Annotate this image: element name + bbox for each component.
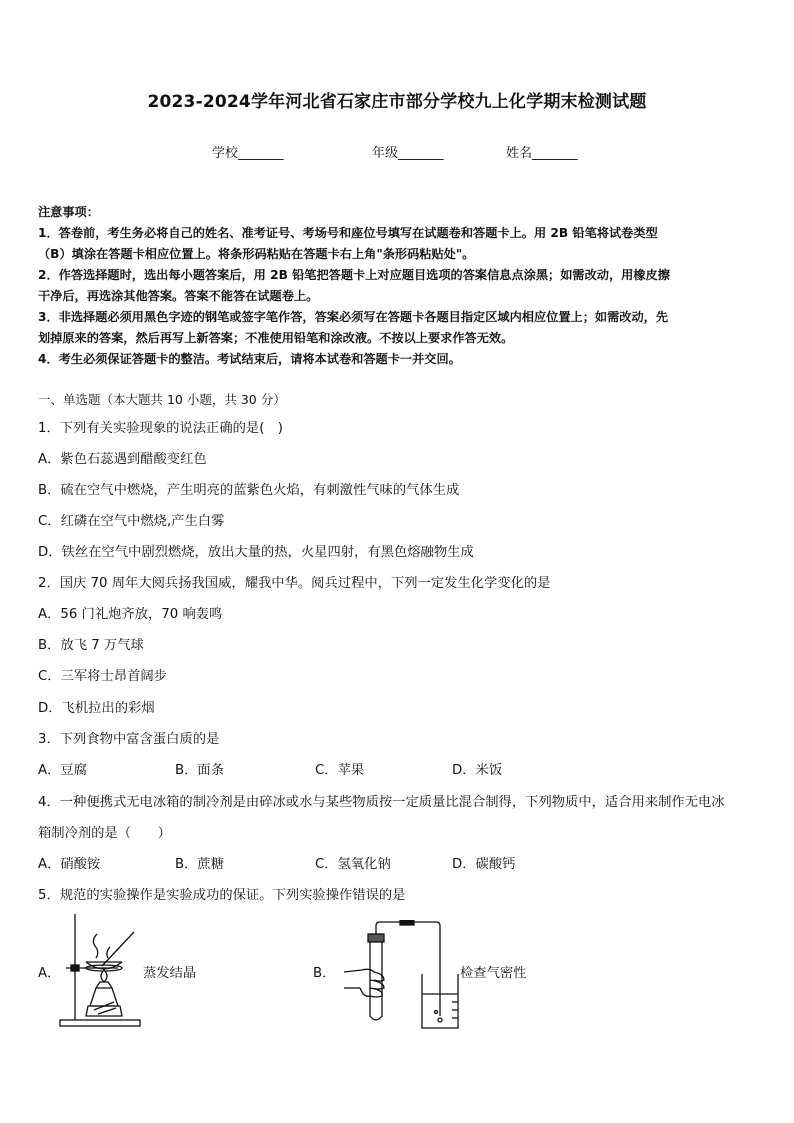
question-3-option-d: D．米饭 <box>452 763 503 778</box>
question-3-option-c: C．苹果 <box>315 763 365 778</box>
question-2-option-b: B．放飞 7 万气球 <box>38 638 144 653</box>
question-4-option-d: D．碳酸钙 <box>452 857 516 872</box>
page-title: 2023-2024学年河北省石家庄市部分学校九上化学期末检测试题 <box>147 92 647 112</box>
question-5-option-b-label: 检查气密性 <box>460 966 527 981</box>
gas-tightness-check-figure <box>340 920 464 1032</box>
question-2-stem: 2．国庆 70 周年大阅兵扬我国威，耀我中华。阅兵过程中，下列一定发生化学变化的是 <box>38 576 551 591</box>
notice-line: 3．非选择题必须用黑色字迹的钢笔或签字笔作答，答案必须写在答题卡各题目指定区域内相应位置上；如需改动，先 <box>38 310 669 324</box>
question-5-stem: 5．规范的实验操作是实验成功的保证。下列实验操作错误的是 <box>38 888 406 903</box>
question-2-option-c: C．三军将士昂首阔步 <box>38 669 167 684</box>
notice-line: 干净后，再选涂其他答案。答案不能答在试题卷上。 <box>38 289 319 303</box>
question-1-option-c: C．红磷在空气中燃烧,产生白雾 <box>38 514 225 529</box>
school-field: 学校_______ <box>212 146 284 161</box>
grade-field: 年级_______ <box>372 146 444 161</box>
question-5-option-a-letter: A． <box>38 966 61 981</box>
section-heading: 一、单选题（本大题共 10 小题，共 30 分） <box>38 392 286 407</box>
name-field: 姓名_______ <box>506 146 578 161</box>
notice-line: 划掉原来的答案，然后再写上新答案；不准使用铅笔和涂改液。不按以上要求作答无效。 <box>38 331 514 345</box>
notice-line: 2．作答选择题时，选出每小题答案后，用 2B 铅笔把答题卡上对应题目选项的答案信息点涂黑；如需改动，用橡皮擦 <box>38 268 670 282</box>
notice-heading: 注意事项： <box>38 205 99 219</box>
question-4-option-c: C．氢氧化钠 <box>315 857 391 872</box>
notice-line: （B）填涂在答题卡相应位置上。将条形码粘贴在答题卡右上角"条形码粘贴处"。 <box>38 247 475 261</box>
question-1-stem: 1．下列有关实验现象的说法正确的是( ) <box>38 421 283 436</box>
question-5-option-b-letter: B． <box>313 966 336 981</box>
question-2-option-d: D．飞机拉出的彩烟 <box>38 701 155 716</box>
question-1-option-b: B．硫在空气中燃烧，产生明亮的蓝紫色火焰，有刺激性气味的气体生成 <box>38 483 460 498</box>
question-2-option-a: A．56 门礼炮齐放，70 响轰鸣 <box>38 607 223 622</box>
question-5-option-a-label: 蒸发结晶 <box>143 966 197 981</box>
question-3-option-a: A．豆腐 <box>38 763 87 778</box>
question-4-stem-cont: 箱制冷剂的是（ ） <box>38 826 171 841</box>
question-3-stem: 3．下列食物中富含蛋白质的是 <box>38 732 220 747</box>
question-4-option-b: B．蔗糖 <box>175 857 225 872</box>
question-4-option-a: A．硝酸铵 <box>38 857 101 872</box>
question-1-option-a: A．紫色石蕊遇到醋酸变红色 <box>38 452 207 467</box>
notice-line: 1．答卷前，考生务必将自己的姓名、准考证号、考场号和座位号填写在试题卷和答题卡上。用 2B 铅笔将试卷类型 <box>38 226 658 240</box>
question-4-stem: 4．一种便携式无电冰箱的制冷剂是由碎冰或水与某些物质按一定质量比混合制得，下列物质中，适合用来制作无电冰 <box>38 795 725 810</box>
question-1-option-d: D．铁丝在空气中剧烈燃烧，放出大量的热，火星四射，有黑色熔融物生成 <box>38 545 474 560</box>
evaporation-apparatus-figure <box>58 910 144 1030</box>
question-3-option-b: B．面条 <box>175 763 225 778</box>
notice-line: 4．考生必须保证答题卡的整洁。考试结束后，请将本试卷和答题卡一并交回。 <box>38 352 461 366</box>
